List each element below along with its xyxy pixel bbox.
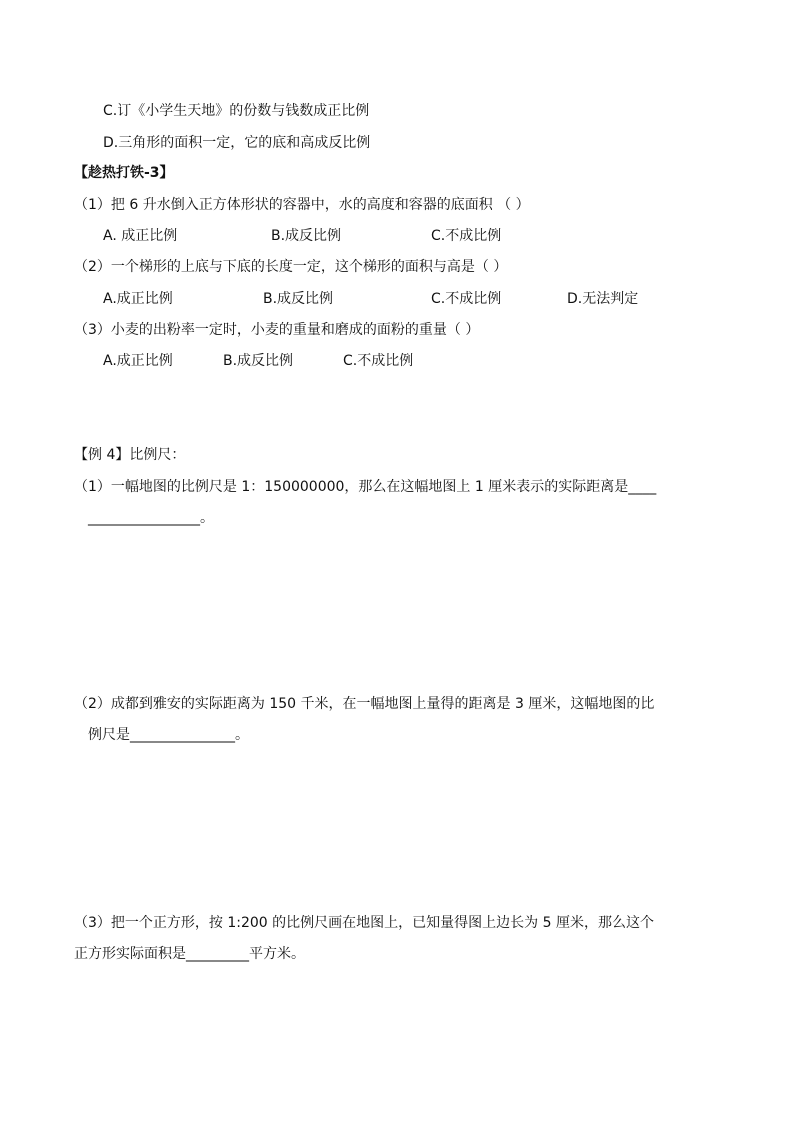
- drill-3-q3-option-a: A.成正比例: [103, 353, 173, 369]
- example-4-heading: 【例 4】比例尺：: [74, 447, 186, 463]
- drill-3-q3-option-c: C.不成比例: [343, 353, 414, 369]
- drill-3-q2-option-a: A.成正比例: [103, 291, 173, 307]
- example-4-question-1-line-1: （1）一幅地图的比例尺是 1：150000000，那么在这幅地图上 1 厘米表示的实际距离是____: [74, 479, 657, 495]
- previous-option-d: D.三角形的面积一定，它的底和高成反比例: [103, 135, 371, 151]
- example-4-question-1-line-2: ________________。: [88, 510, 214, 526]
- drill-3-q2-option-d: D.无法判定: [567, 291, 639, 307]
- drill-3-q1-option-a: A. 成正比例: [103, 228, 178, 244]
- drill-3-question-3: （3）小麦的出粉率一定时，小麦的重量和磨成的面粉的重量（ ）: [74, 322, 480, 338]
- example-4-question-3-line-2: 正方形实际面积是_________平方米。: [74, 946, 305, 962]
- drill-3-heading: 【趁热打铁-3】: [74, 165, 174, 181]
- example-4-question-2-line-2: 例尺是_______________。: [88, 727, 249, 743]
- drill-3-q3-option-b: B.成反比例: [223, 353, 294, 369]
- drill-3-q2-option-c: C.不成比例: [431, 291, 502, 307]
- drill-3-q1-option-c: C.不成比例: [431, 228, 502, 244]
- drill-3-question-1: （1）把 6 升水倒入正方体形状的容器中，水的高度和容器的底面积 （ ）: [74, 197, 530, 213]
- drill-3-q1-option-b: B.成反比例: [271, 228, 342, 244]
- drill-3-question-2: （2）一个梯形的上底与下底的长度一定，这个梯形的面积与高是（ ）: [74, 259, 508, 275]
- example-4-question-3-line-1: （3）把一个正方形，按 1:200 的比例尺画在地图上，已知量得图上边长为 5 厘米，那么这个: [74, 915, 654, 931]
- previous-option-c: C.订《小学生天地》的份数与钱数成正比例: [103, 103, 370, 119]
- drill-3-q2-option-b: B.成反比例: [263, 291, 334, 307]
- example-4-question-2-line-1: （2）成都到雅安的实际距离为 150 千米，在一幅地图上量得的距离是 3 厘米，这幅地图的比: [74, 696, 655, 712]
